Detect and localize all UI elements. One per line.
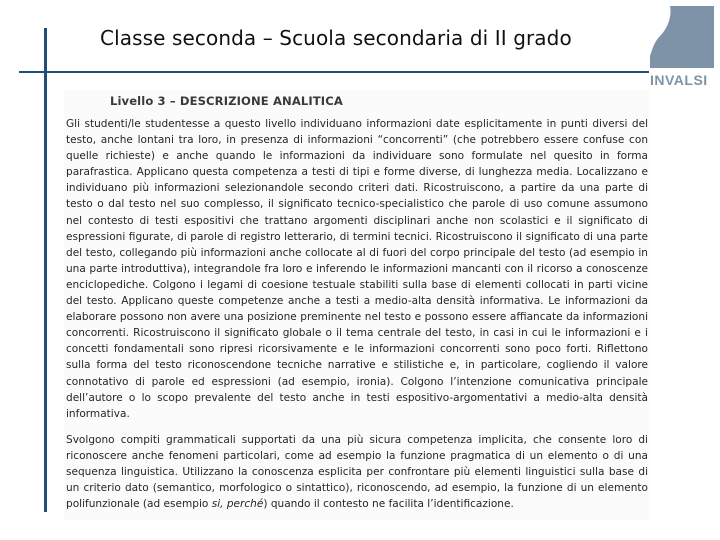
horizontal-accent-line bbox=[19, 71, 649, 73]
paragraph-2 bbox=[66, 432, 648, 512]
paragraph-2-text-end: ) quando il contesto ne facilita l’identificazione. bbox=[263, 498, 514, 511]
vertical-accent-line bbox=[44, 28, 47, 512]
paragraph-1: Gli studenti/le studentesse a questo livello individuano informazioni date esplicitamente in punti diversi del testo, anche lontani tra loro, in presenza di informazioni “concorrenti” (che potrebbero essere confuse con quelle richieste) e anche quando le informazioni da individuare sono formulate nel quesito in forma parafrastica. Applicano questa competenza a testi di tipi e forme diverse, di lunghezza media. Localizzano e individuano più informazioni selezionandole secondo criteri dati. Ricostruiscono, a partire da una parte di testo o dal testo nel suo complesso, il significato tecnico-specialistico che parole di uso comune assumono nel contesto di testi espositivi che trattano argomenti disciplinari anche non scolastici e il significato di espressioni figurate, di parole di registro letterario, di termini tecnici. Ricostruiscono il significato di una parte del testo, collegando più informazioni anche collocate al di fuori del corpo principale del testo (ad esempio in una parte introduttiva), integrandole fra loro e inferendo le informazioni mancanti con il ricorso a conoscenze enciclopediche. Colgono i legami di coesione testuale stabiliti sulla base di elementi collocati in parti vicine del testo. Applicano queste competenze anche a testi a medio-alta densità informativa. Le informazioni da elaborare possono non avere una posizione preminente nel testo e possono essere affiancate da informazioni concorrenti. Ricostruiscono il significato globale o il tema centrale del testo, in casi in cui le informazioni e i concetti fondamentali sono ripresi ricorsivamente e le informazioni concorrenti sono poco forti. Riflettono sulla forma del testo riconoscendone tecniche narrative e stilistiche e, in particolare, cogliendo il valore connotativo di parole ed espressioni (ad esempio, ironia). Colgono l’intenzione comunicativa principale dell’autore o lo scopo prevalente del testo anche in testi espositivo-argomentativi a medio-alta densità informativa. bbox=[66, 118, 648, 420]
invalsi-logo-mark bbox=[650, 6, 714, 68]
slide-title: Classe seconda – Scuola secondaria di II grado bbox=[100, 26, 572, 50]
document-heading: Livello 3 – DESCRIZIONE ANALITICA bbox=[110, 94, 343, 108]
invalsi-logo-text: INVALSI bbox=[650, 72, 708, 88]
paragraph-2-italic-example: si, perché bbox=[211, 498, 264, 511]
paragraph-2-text-start: Svolgono compiti grammaticali supportati da una più sicura competenza implicita, che consente loro di riconoscere anche fenomeni particolari, come ad esempio la funzione pragmatica di un elemento o di una sequenza linguistica. Utilizzano la conoscenza esplicita per confrontare più elementi linguistici sulla base di un criterio dato (semantico, morfologico o sintattico), riconoscendo, ad esempio, la funzione di un elemento polifunzionale (ad esempio bbox=[66, 433, 648, 511]
invalsi-logo bbox=[650, 6, 714, 90]
document-body bbox=[66, 116, 648, 512]
document-excerpt bbox=[64, 90, 650, 520]
